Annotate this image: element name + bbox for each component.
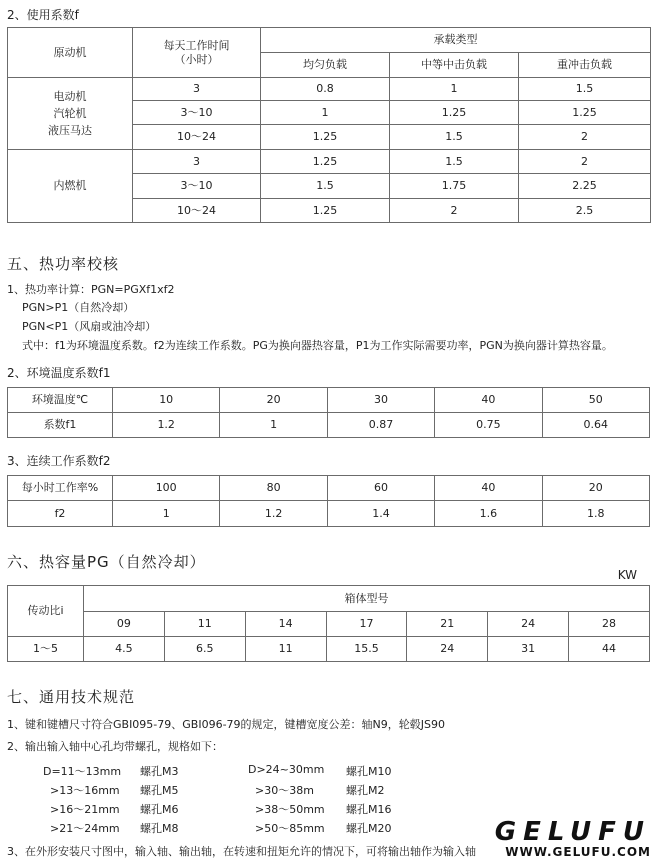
table-cell: 14 [245, 612, 326, 637]
table-cell: 1 [261, 101, 390, 125]
service-factor-title: 2、使用系数f [7, 8, 79, 22]
table-cell: 10～24 [133, 125, 261, 150]
table-cell: 11 [164, 612, 245, 637]
table-cell: 2 [519, 125, 651, 150]
table-cell: 1.2 [220, 501, 327, 527]
dimension-left: >16～21mm [50, 803, 120, 816]
dimension-right: D>24~30mm [248, 763, 325, 776]
section-7-title: 七、通用技术规范 [7, 688, 136, 706]
ambient-factor-title: 2、环境温度系数f1 [7, 366, 111, 380]
table-cell: 44 [569, 637, 650, 662]
dimension-left: >13～16mm [50, 784, 120, 797]
table-cell: 31 [488, 637, 569, 662]
table-cell: 0.75 [435, 413, 542, 438]
header-heavy-shock: 重冲击负载 [519, 53, 651, 78]
dimension-right: >50～85mm [255, 822, 325, 835]
table-cell: 20 [220, 388, 327, 413]
table-cell: 40 [435, 476, 542, 501]
thread-left: 螺孔M5 [140, 784, 179, 797]
table-cell: 24 [407, 637, 488, 662]
table-cell: 1.25 [519, 101, 651, 125]
table-cell: 3～10 [133, 101, 261, 125]
table-cell: 1.5 [390, 150, 519, 174]
dimension-left: >21～24mm [50, 822, 120, 835]
condition-natural-cooling: PGN>P1（自然冷却） [22, 301, 135, 314]
table-cell: 1 [113, 501, 220, 527]
table-cell: 100 [113, 476, 220, 501]
table-cell: 0.64 [542, 413, 649, 438]
section-6-title: 六、热容量PG（自然冷却） [7, 553, 206, 571]
table-cell: 1.5 [261, 174, 390, 199]
service-factor-table [7, 27, 651, 223]
formula-explanation: 式中：f1为环境温度系数。f2为连续工作系数。PG为换向器热容量，P1为工作实际需要功率，PGN为换向器计算热容量。 [22, 339, 613, 352]
header-daily-hours: 每天工作时间 （小时） [133, 28, 261, 78]
ambient-factor-table [7, 387, 650, 438]
table-cell: 24 [488, 612, 569, 637]
row-label: 系数f1 [8, 413, 113, 438]
table-cell: 2 [519, 150, 651, 174]
table-cell: 1.6 [435, 501, 542, 527]
table-cell: 60 [327, 476, 434, 501]
thread-right: 螺孔M10 [346, 765, 392, 778]
dimension-right: >30～38m [255, 784, 314, 797]
table-cell: 2.5 [519, 199, 651, 223]
dimension-right: >38～50mm [255, 803, 325, 816]
table-cell: 15.5 [326, 637, 407, 662]
watermark [491, 819, 651, 859]
row-label: 环境温度℃ [8, 388, 113, 413]
ratio-value: 1～5 [8, 637, 84, 662]
table-cell: 1.5 [519, 78, 651, 101]
row-label: 每小时工作率% [8, 476, 113, 501]
condition-fan-cooling: PGN<P1（风扇或油冷却） [22, 320, 157, 333]
dimension-left: D=11～13mm [43, 765, 122, 778]
table-cell: 21 [407, 612, 488, 637]
table-cell: 1.2 [113, 413, 220, 438]
thread-right: 螺孔M16 [346, 803, 392, 816]
table-cell: 11 [245, 637, 326, 662]
table-cell: 1 [390, 78, 519, 101]
table-cell: 0.8 [261, 78, 390, 101]
duty-factor-table [7, 475, 650, 527]
table-cell: 1 [220, 413, 327, 438]
thread-left: 螺孔M3 [140, 765, 179, 778]
table-cell: 0.87 [327, 413, 434, 438]
row-label: f2 [8, 501, 113, 527]
table-cell: 1.8 [542, 501, 649, 527]
table-cell: 1.25 [261, 150, 390, 174]
table-cell: 28 [569, 612, 650, 637]
section-5-title: 五、热功率校核 [7, 255, 120, 273]
table-cell: 20 [542, 476, 649, 501]
formula-line: 1、热功率计算：PGN=PGXf1xf2 [7, 283, 175, 296]
table-cell: 30 [327, 388, 434, 413]
table-cell: 40 [435, 388, 542, 413]
spec-line-2: 2、输出输入轴中心孔均带螺孔，规格如下： [7, 740, 223, 753]
table-cell: 1.25 [390, 101, 519, 125]
table-cell: 3 [133, 150, 261, 174]
thread-right: 螺孔M2 [346, 784, 385, 797]
table-cell: 17 [326, 612, 407, 637]
prime-mover-group-2: 内燃机 [8, 150, 133, 223]
header-prime-mover: 原动机 [8, 28, 133, 78]
table-cell: 09 [84, 612, 165, 637]
table-cell: 1.5 [390, 125, 519, 150]
table-cell: 4.5 [84, 637, 165, 662]
header-medium-shock: 中等中击负载 [390, 53, 519, 78]
thread-right: 螺孔M20 [346, 822, 392, 835]
heat-capacity-table [7, 585, 650, 662]
prime-mover-group-1: 电动机 汽轮机 液压马达 [8, 78, 133, 150]
table-cell: 1.25 [261, 125, 390, 150]
table-cell: 1.25 [261, 199, 390, 223]
watermark-url: WWW.GELUFU.COM [505, 845, 651, 859]
header-uniform-load: 均匀负载 [261, 53, 390, 78]
table-cell: 10 [113, 388, 220, 413]
table-cell: 2.25 [519, 174, 651, 199]
thread-left: 螺孔M6 [140, 803, 179, 816]
unit-label: KW [617, 568, 637, 582]
header-load-type: 承载类型 [261, 28, 651, 53]
table-cell: 3～10 [133, 174, 261, 199]
watermark-logo: GELUFU [494, 817, 651, 847]
table-cell: 1.75 [390, 174, 519, 199]
spec-line-3: 3、在外形安装尺寸图中，输入轴、输出轴，在转速和扭矩允许的情况下，可将输出轴作为输入轴 [7, 845, 476, 858]
table-cell: 1.4 [327, 501, 434, 527]
table-cell: 50 [542, 388, 649, 413]
thread-left: 螺孔M8 [140, 822, 179, 835]
table-cell: 2 [390, 199, 519, 223]
table-cell: 6.5 [164, 637, 245, 662]
table-cell: 3 [133, 78, 261, 101]
table-cell: 80 [220, 476, 327, 501]
box-model-header: 箱体型号 [84, 586, 650, 612]
ratio-header: 传动比i [8, 586, 84, 637]
table-cell: 10～24 [133, 199, 261, 223]
spec-line-1: 1、键和键槽尺寸符合GBI095-79、GBI096-79的规定，键槽宽度公差：轴N9，轮毂JS90 [7, 718, 446, 731]
duty-factor-title: 3、连续工作系数f2 [7, 454, 111, 468]
